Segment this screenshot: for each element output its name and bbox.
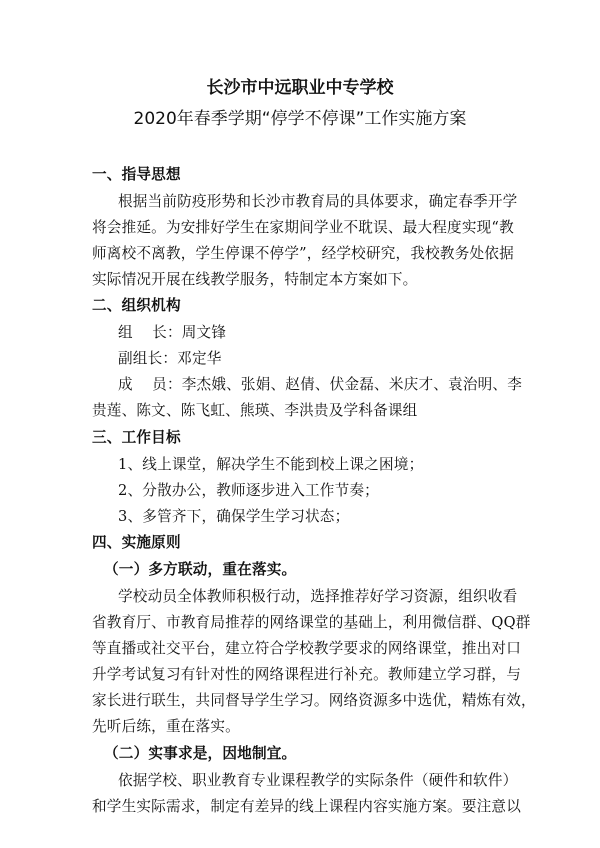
paragraph-line: 先听后练，重在落实。	[92, 718, 240, 735]
subsection-heading-1: （一）多方联动，重在落实。	[104, 561, 297, 578]
paragraph-line: 实际情况开展在线教学服务，特制定本方案如下。	[92, 271, 418, 288]
paragraph-line: 依据学校、职业教育专业课程教学的实际条件（硬件和软件）	[118, 772, 518, 789]
goal-item: 2、分散办公，教师逐步进入工作节奏；	[118, 482, 379, 499]
subsection-heading-2: （二）实事求是，因地制宜。	[104, 745, 297, 762]
paragraph-line: 升学考试复习有针对性的网络课程进行补充。教师建立学习群，与	[92, 666, 522, 683]
group-members: 成 员：李杰娥、张娟、赵倩、伏金磊、米庆才、袁治明、李	[118, 376, 522, 393]
section-heading-organization: 二、组织机构	[92, 297, 181, 314]
document-title-plan: 2020年春季学期“停学不停课”工作实施方案	[133, 109, 467, 129]
section-heading-principles: 四、实施原则	[92, 534, 181, 551]
group-leader: 组 长：周文锋	[118, 324, 227, 341]
group-deputy-leader: 副组长：邓定华	[118, 350, 222, 367]
paragraph-line: 等直播或社交平台，建立符合学校教学要求的网络课堂，推出对口	[92, 640, 522, 657]
paragraph-line: 学校动员全体教师积极行动，选择推荐好学习资源，组织收看	[118, 588, 518, 605]
paragraph-line: 和学生实际需求，制定有差异的线上课程内容实施方案。要注意以	[92, 798, 522, 815]
goal-item: 3、多管齐下，确保学生学习状态；	[118, 508, 350, 525]
goal-item: 1、线上课堂，解决学生不能到校上课之困境；	[118, 456, 424, 473]
paragraph-line: 师离校不离教，学生停课不停学”，经学校研究，我校教务处依据	[92, 245, 514, 262]
paragraph-line: 将会推延。为安排好学生在家期间学业不耽误、最大程度实现“教	[92, 219, 514, 236]
document-title-school: 长沙市中远职业中专学校	[206, 78, 394, 98]
paragraph-line: 根据当前防疫形势和长沙市教育局的具体要求，确定春季开学	[118, 193, 518, 210]
paragraph-line: 省教育厅、市教育局推荐的网络课堂的基础上，利用微信群、QQ群	[92, 614, 531, 631]
group-members-continued: 贵莲、陈文、陈飞虹、熊瑛、李洪贵及学科备课组	[92, 402, 418, 419]
paragraph-line: 家长进行联生，共同督导学生学习。网络资源多中选优，精炼有效，	[92, 692, 536, 709]
section-heading-work-goals: 三、工作目标	[92, 429, 181, 446]
section-heading-guiding-ideology: 一、指导思想	[92, 166, 181, 183]
